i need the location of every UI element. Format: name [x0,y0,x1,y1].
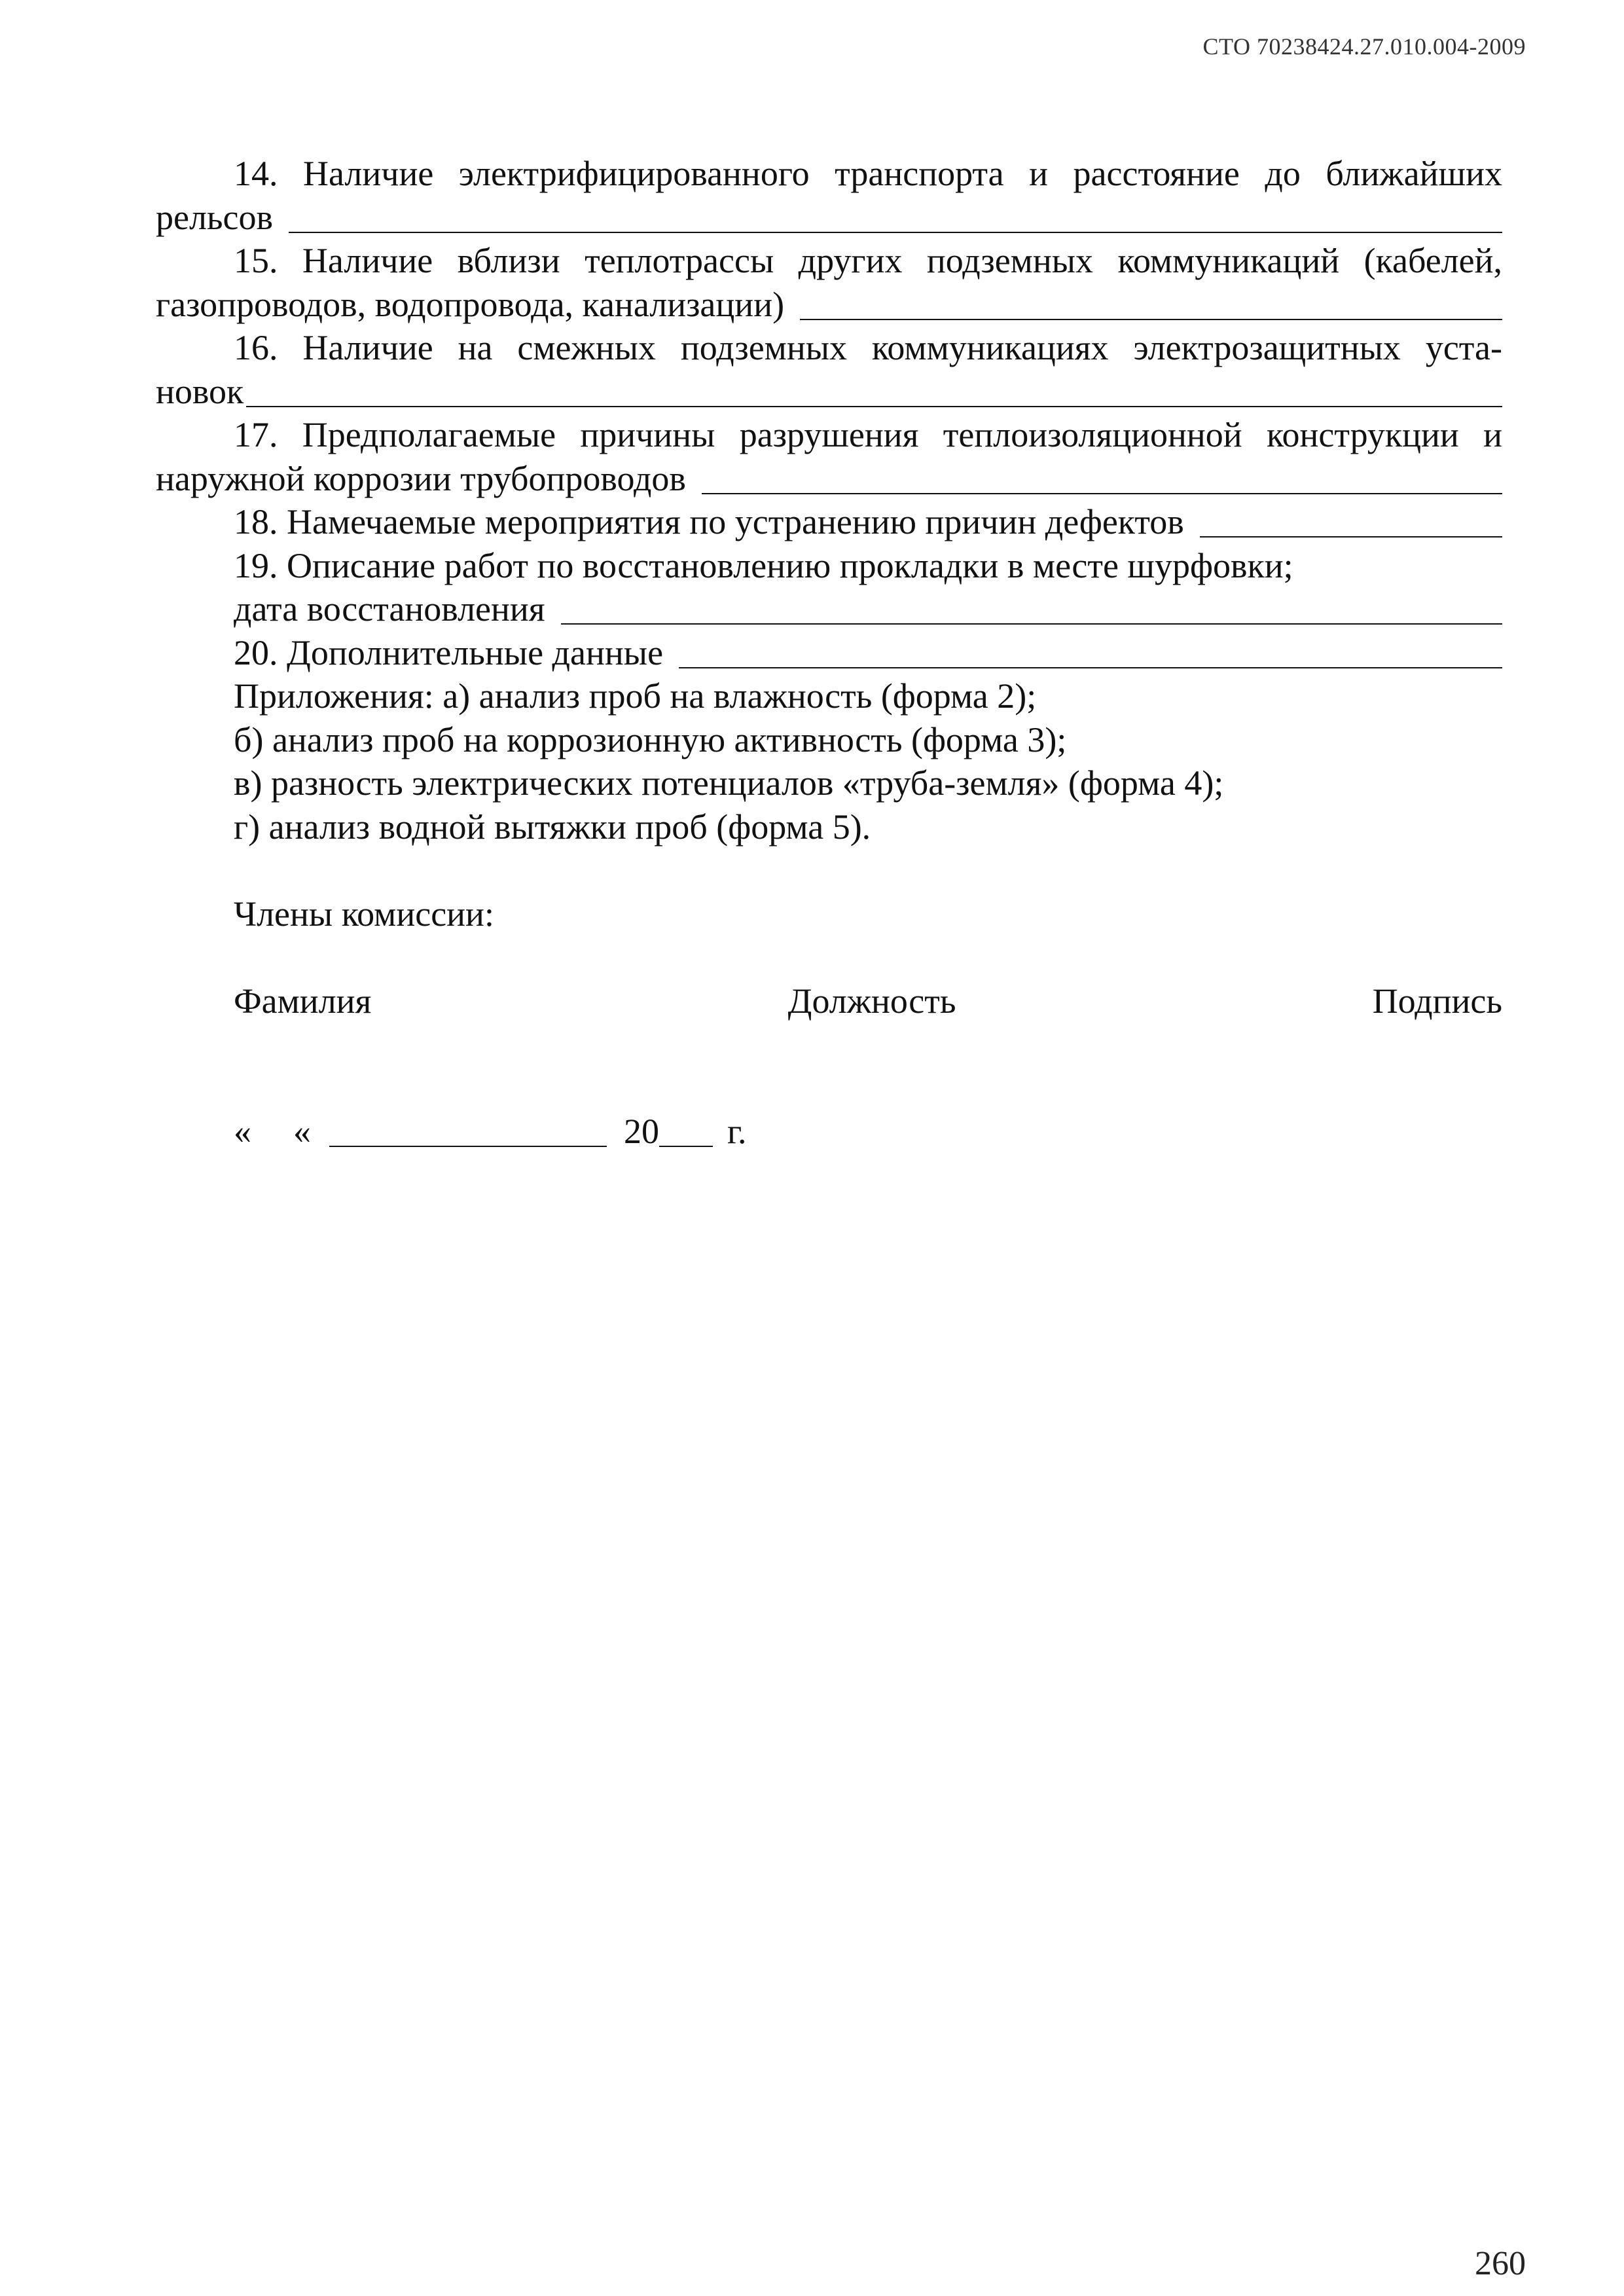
year-prefix: 20 [624,1112,659,1151]
appendix-d: г) анализ водной вытяжки проб (форма 5). [234,807,871,847]
year-suffix: г. [727,1112,747,1151]
item-18-line [156,500,1502,544]
appendix-b: б) анализ проб на коррозионную активность (форма 3); [234,720,1067,759]
col-position: Должность [787,981,956,1021]
col-signature: Подпись [1372,981,1502,1021]
item-19-date-label: дата восстановления [234,589,545,629]
col-surname: Фамилия [234,981,372,1021]
item-17-label: наружной коррозии трубопроводов [156,458,686,498]
item-17-line-2 [156,457,1502,501]
item-15-field[interactable] [800,319,1502,320]
item-16-line-1: 16. Наличие на смежных подземных коммуникациях электрозащитных уста- [234,328,1502,367]
item-18-field[interactable] [1200,536,1502,538]
appendix-a: Приложения: а) анализ проб на влажность (форма 2); [234,676,1037,716]
form-content [156,152,1502,1154]
item-19-line-1 [156,544,1502,588]
year-field[interactable] [659,1146,713,1147]
item-20-line [156,631,1502,675]
spacer [156,936,1502,979]
item-18-label: 18. Намечаемые мероприятия по устранению причин дефектов [234,502,1184,541]
commission-title: Члены комиссии: [234,894,494,934]
signature-header-row [156,979,1502,1023]
item-19-date-field[interactable] [561,623,1502,625]
spacer [156,1023,1502,1066]
item-19-line-2 [156,587,1502,631]
item-14-label: рельсов [156,197,274,237]
document-code: СТО 70238424.27.010.004-2009 [1202,33,1526,60]
item-19-label: 19. Описание работ по восстановлению прокладки в месте шурфовки; [234,545,1293,585]
item-20-label: 20. Дополнительные данные [234,632,664,672]
spacer [156,1066,1502,1110]
item-20-field[interactable] [679,667,1502,668]
item-15-line-2 [156,283,1502,327]
item-16-field[interactable] [246,406,1502,407]
item-16-label: новок [156,371,244,411]
month-field[interactable] [329,1146,607,1147]
date-line [156,1110,1502,1154]
item-14-line-1: 14. Наличие электрифицированного транспорта и расстояние до ближайших [234,154,1502,193]
page-number: 260 [1475,2245,1526,2282]
item-17-line-1: 17. Предполагаемые причины разрушения теплоизоляционной конструкции и [234,415,1502,454]
spacer [156,848,1502,892]
appendix-c: в) разность электрических потенциалов «труба-земля» (форма 4); [234,763,1224,803]
day-quote-open: « [234,1112,251,1151]
item-17-field[interactable] [702,493,1502,494]
day-quote-close: « [293,1112,311,1151]
item-14-field[interactable] [289,232,1502,233]
item-15-line-1: 15. Наличие вблизи теплотрассы других подземных коммуникаций (кабелей, [234,241,1502,280]
item-16-line-2 [156,370,1502,414]
item-14-line-2 [156,196,1502,240]
item-15-label: газопроводов, водопровода, канализации) [156,284,785,324]
